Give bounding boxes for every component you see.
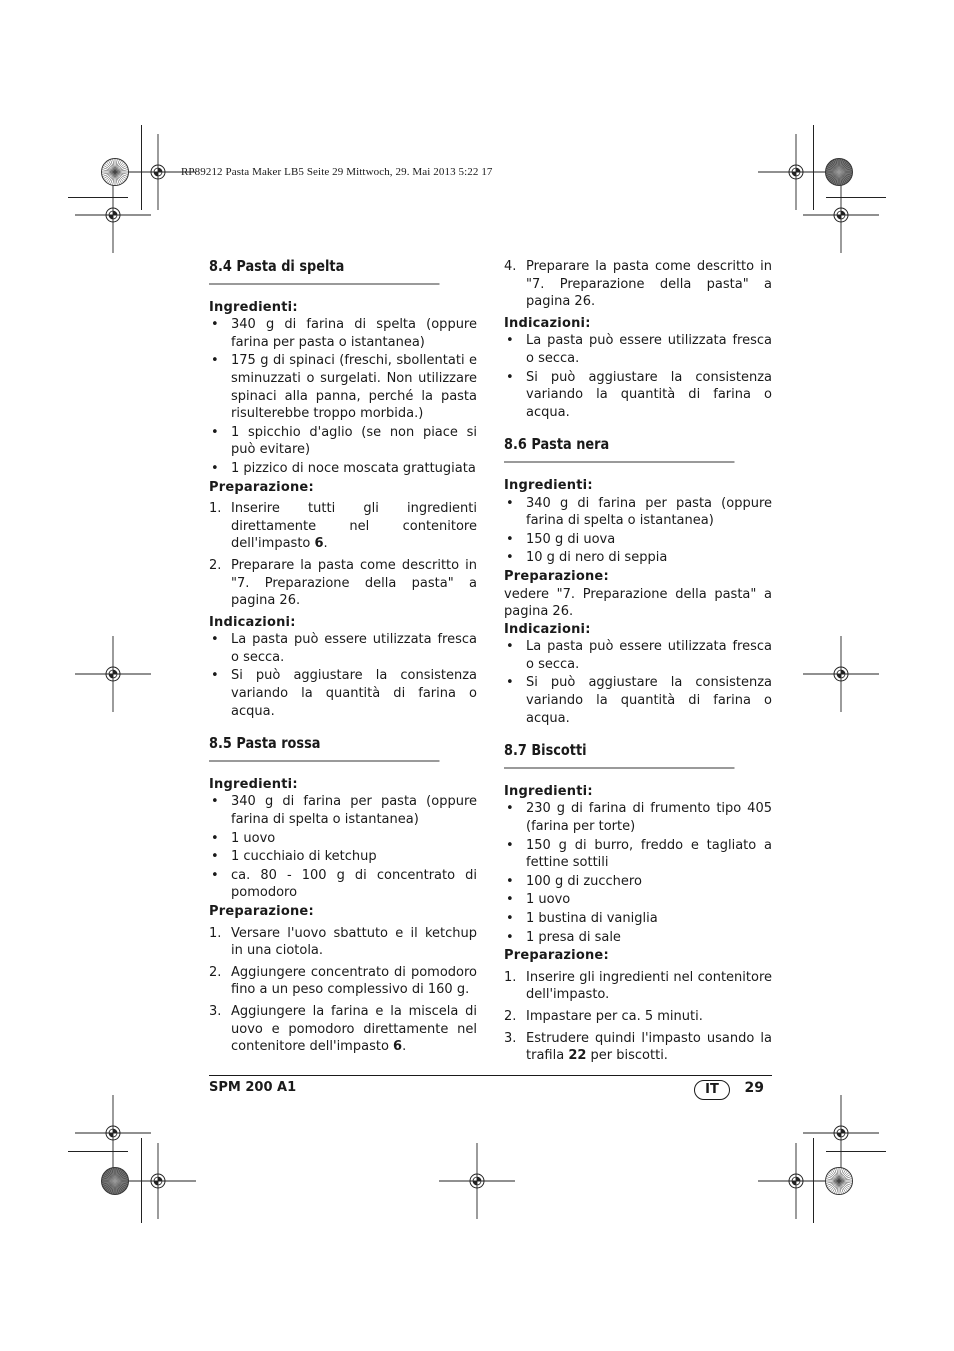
- notes-list: [209, 631, 477, 720]
- ingredients-list: [504, 495, 772, 567]
- step-item: 1. Versare l'uovo sbattuto e il ketchup in una ciotola.: [209, 925, 477, 959]
- list-item: • ca. 80 - 100 g di concentrato di pomodoro: [211, 867, 477, 901]
- printer-color-wheel-icon: [100, 157, 130, 187]
- list-item: • 150 g di burro, freddo e tagliato a fettine sottili: [506, 837, 772, 871]
- registration-crosshair-icon: [438, 1142, 516, 1220]
- registration-crosshair-icon: [74, 635, 152, 713]
- page-number: 29: [744, 1080, 764, 1096]
- list-item: • 340 g di farina per pasta (oppure farina di spelta o istantanea): [506, 495, 772, 529]
- notes-heading: Indicazioni:: [504, 621, 591, 637]
- list-item: • 175 g di spinaci (freschi, sbollentati e sminuzzati o surgelati. Non utilizzare spinaci alla panna, perché la pasta risulterebbe troppo morbida.): [211, 353, 477, 422]
- printer-color-wheel-icon: [824, 157, 854, 187]
- step-item: 3. Estrudere quindi l'impasto usando la trafila 22 per biscotti.: [504, 1030, 772, 1064]
- section-title-8-7: 8.7 Biscotti: [504, 742, 734, 769]
- preparation-heading: Preparazione:: [504, 948, 609, 964]
- list-item: • 1 uovo: [506, 892, 571, 908]
- ingredients-heading: Ingredienti:: [209, 776, 298, 792]
- registration-crosshair-icon: [802, 176, 880, 254]
- page-footer: [209, 1075, 772, 1097]
- step-item: 1. Inserire gli ingredienti nel contenitore dell'impasto.: [504, 969, 772, 1003]
- list-item: • Si può aggiustare la consistenza variando la quantità di farina o acqua.: [211, 668, 477, 719]
- preparation-heading: Preparazione:: [209, 479, 314, 495]
- registration-crosshair-icon: [119, 1142, 197, 1220]
- preparation-steps: [504, 969, 772, 1065]
- ingredients-heading: Ingredienti:: [504, 783, 593, 799]
- registration-crosshair-icon: [802, 635, 880, 713]
- list-item: • Si può aggiustare la consistenza variando la quantità di farina o acqua.: [506, 675, 772, 726]
- list-item: • 150 g di uova: [506, 531, 616, 547]
- preparation-heading: Preparazione:: [504, 568, 609, 584]
- ingredients-list: [209, 793, 477, 902]
- list-item: • 1 pizzico di noce moscata grattugiata: [211, 460, 476, 476]
- section-title-8-5: 8.5 Pasta rossa: [209, 735, 439, 762]
- notes-heading: Indicazioni:: [504, 315, 591, 331]
- step-item: 1. Inserire tutti gli ingredienti direttamente nel contenitore dell'impasto 6.: [209, 501, 477, 552]
- ingredients-heading: Ingredienti:: [209, 299, 298, 315]
- list-item: • 1 cucchiaio di ketchup: [211, 849, 377, 865]
- ingredients-list: [209, 316, 477, 477]
- list-item: • La pasta può essere utilizzata fresca o secca.: [506, 333, 772, 366]
- section-title-8-4: 8.4 Pasta di spelta: [209, 258, 439, 285]
- list-item: • 1 presa di sale: [506, 929, 621, 945]
- list-item: • 100 g di zucchero: [506, 873, 642, 889]
- notes-heading: Indicazioni:: [209, 614, 296, 630]
- preparation-steps: [209, 925, 477, 1056]
- printer-color-wheel-icon: [824, 1166, 854, 1196]
- registration-crosshair-icon: [74, 176, 152, 254]
- right-column: [504, 258, 772, 1069]
- ingredients-heading: Ingredienti:: [504, 477, 593, 493]
- list-item: • 340 g di farina per pasta (oppure farina di spelta o istantanea): [211, 794, 477, 828]
- list-item: • 1 spicchio d'aglio (se non piace si può evitare): [211, 424, 477, 458]
- preparation-steps-continued: [504, 258, 772, 311]
- model-number: SPM 200 A1: [209, 1080, 297, 1095]
- list-item: • 1 uovo: [211, 830, 276, 846]
- list-item: • 230 g di farina di frumento tipo 405 (farina per torte): [506, 801, 772, 835]
- preparation-steps: [209, 500, 477, 610]
- section-title-8-6: 8.6 Pasta nera: [504, 436, 734, 463]
- step-item: 2. Aggiungere concentrato di pomodoro fino a un peso complessivo di 160 g.: [209, 964, 477, 998]
- notes-list: [504, 332, 772, 421]
- preparation-heading: Preparazione:: [209, 904, 314, 919]
- list-item: • 340 g di farina di spelta (oppure farina per pasta o istantanea): [211, 317, 477, 350]
- list-item: • Si può aggiustare la consistenza variando la quantità di farina o acqua.: [506, 369, 772, 420]
- step-item: 4. Preparare la pasta come descritto in "7. Preparazione della pasta" a pagina 26.: [504, 259, 772, 310]
- step-item: 2. Impastare per ca. 5 minuti.: [504, 1008, 703, 1024]
- step-item: 3. Aggiungere la farina e la miscela di uovo e pomodoro direttamente nel contenitore dell'impasto 6.: [209, 1003, 477, 1055]
- preparation-text: vedere "7. Preparazione della pasta" a pagina 26.: [504, 586, 772, 620]
- step-item: 2. Preparare la pasta come descritto in "7. Preparazione della pasta" a pagina 26.: [209, 557, 477, 609]
- list-item: • La pasta può essere utilizzata fresca o secca.: [506, 639, 772, 672]
- language-badge: IT: [694, 1080, 730, 1100]
- list-item: • 1 bustina di vaniglia: [506, 911, 658, 926]
- left-column: [209, 258, 477, 1060]
- print-slug: RP89212 Pasta Maker LB5 Seite 29 Mittwoch, 29. Mai 2013 5:22 17: [181, 166, 493, 178]
- ingredients-list: [504, 800, 772, 946]
- notes-list: [504, 638, 772, 727]
- list-item: • La pasta può essere utilizzata fresca o secca.: [211, 632, 477, 665]
- printer-color-wheel-icon: [100, 1166, 130, 1196]
- list-item: • 10 g di nero di seppia: [506, 550, 668, 566]
